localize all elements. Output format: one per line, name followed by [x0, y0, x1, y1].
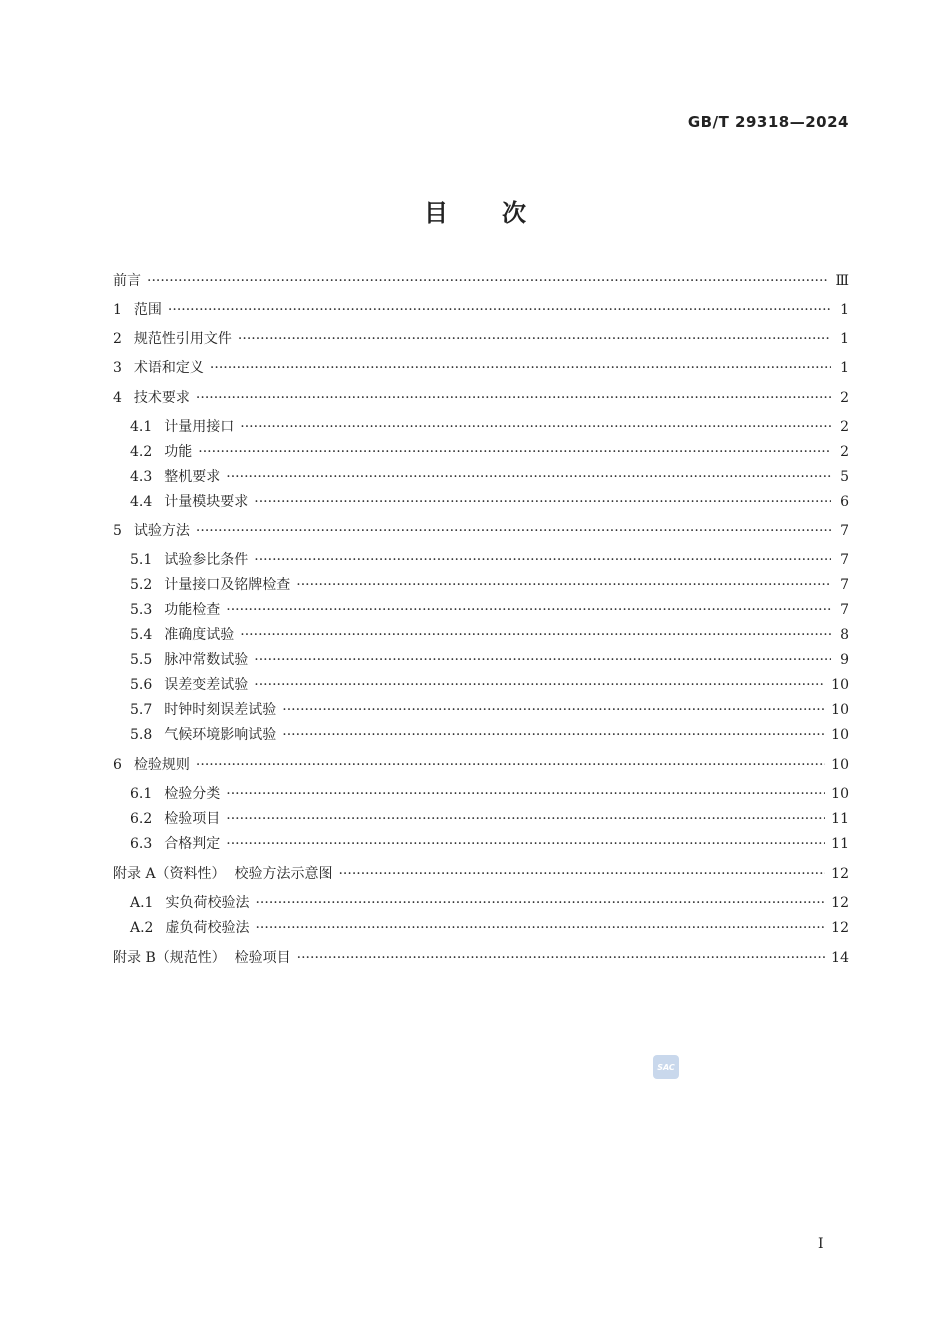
toc-entry-page: 12	[831, 895, 849, 911]
toc-entry-page: 2	[840, 390, 849, 406]
toc-leader-dots	[254, 649, 831, 671]
toc-leader-dots	[296, 574, 831, 596]
toc-leader-dots	[168, 299, 831, 321]
toc-leader-dots	[196, 754, 825, 776]
toc-entry	[113, 947, 849, 969]
toc-entry-page: Ⅲ	[835, 273, 849, 289]
toc-entry	[130, 549, 849, 571]
toc-entry-number: 4.1	[130, 419, 153, 435]
toc-entry-page: 2	[840, 419, 849, 435]
toc-entry-page: 10	[831, 727, 849, 743]
toc-entry	[130, 574, 849, 596]
toc-entry-title: 试验方法	[133, 523, 190, 539]
toc-entry	[130, 674, 849, 696]
toc-leader-dots	[147, 270, 829, 292]
toc-entry-title: 计量接口及铭牌检查	[164, 577, 291, 593]
toc-entry	[130, 416, 849, 438]
toc-entry	[130, 833, 849, 855]
toc-leader-dots	[226, 808, 825, 830]
toc-entry-page: 7	[840, 523, 849, 539]
toc-entry-title: 功能检查	[164, 602, 221, 618]
toc-entry	[130, 808, 849, 830]
toc-entry-number: 5.8	[130, 727, 153, 743]
toc-entry-number: 5.3	[130, 602, 153, 618]
toc-entry-title: 检验规则	[133, 757, 190, 773]
standard-code: GB/T 29318—2024	[687, 113, 849, 131]
toc-entry-page: 5	[840, 469, 849, 485]
toc-entry-title: 合格判定	[164, 836, 221, 852]
toc-leader-dots	[282, 724, 825, 746]
toc-leader-dots	[198, 441, 831, 463]
toc-entry-page: 10	[831, 757, 849, 773]
toc-entry-title: 附录 A（资料性） 校验方法示意图	[113, 866, 333, 882]
toc-leader-dots	[240, 624, 831, 646]
toc-entry	[130, 724, 849, 746]
toc-entry-number: 5.4	[130, 627, 153, 643]
toc-entry-number: 5.7	[130, 702, 153, 718]
toc-entry-title: 试验参比条件	[164, 552, 249, 568]
toc-entry-title: 计量模块要求	[164, 494, 249, 510]
toc-leader-dots	[297, 947, 826, 969]
toc-entry	[130, 699, 849, 721]
toc-entry	[113, 387, 849, 409]
toc-entry	[130, 649, 849, 671]
toc-entry-page: 1	[840, 360, 849, 376]
toc-entry	[130, 491, 849, 513]
page-number: I	[818, 1236, 824, 1252]
toc-entry-number: A.2	[130, 920, 154, 936]
toc-entry-page: 6	[840, 494, 849, 510]
toc-entry-page: 9	[840, 652, 849, 668]
toc-entry	[130, 624, 849, 646]
toc-leader-dots	[226, 833, 825, 855]
toc-entry-title: 脉冲常数试验	[164, 652, 249, 668]
toc-entry-number: 5.1	[130, 552, 153, 568]
toc-entry	[113, 357, 849, 379]
toc-entry-page: 10	[831, 786, 849, 802]
toc-leader-dots	[254, 549, 831, 571]
toc-entry-number: 3	[113, 360, 122, 376]
toc-entry-page: 7	[840, 602, 849, 618]
toc-entry-number: 6.3	[130, 836, 153, 852]
sac-watermark-logo: SAC	[653, 1055, 679, 1079]
toc-leader-dots	[226, 783, 825, 805]
page-title: 目次	[424, 199, 580, 227]
toc-entry-page: 1	[840, 302, 849, 318]
toc-entry-number: 6	[113, 757, 122, 773]
toc-entry-page: 11	[831, 811, 849, 827]
toc-entry	[130, 441, 849, 463]
toc-entry-page: 11	[831, 836, 849, 852]
toc-leader-dots	[226, 466, 831, 488]
toc-entry-number: 4.4	[130, 494, 153, 510]
toc-entry-page: 10	[831, 702, 849, 718]
toc-entry-title: 规范性引用文件	[133, 331, 232, 347]
toc-entry-number: 4	[113, 390, 122, 406]
toc-entry-page: 7	[840, 552, 849, 568]
toc-entry-title: 技术要求	[133, 390, 190, 406]
toc-entry-title: 检验项目	[164, 811, 221, 827]
toc-entry-title: 范围	[133, 302, 162, 318]
toc-entry-page: 7	[840, 577, 849, 593]
toc-leader-dots	[282, 699, 825, 721]
toc-entry-number: 2	[113, 331, 122, 347]
toc-leader-dots	[196, 520, 831, 542]
toc-entry-page: 2	[840, 444, 849, 460]
toc-entry-page: 8	[840, 627, 849, 643]
toc-entry	[113, 754, 849, 776]
toc-leader-dots	[338, 863, 825, 885]
toc-entry-title: 虚负荷校验法	[165, 920, 250, 936]
toc-leader-dots	[254, 674, 825, 696]
toc-leader-dots	[255, 917, 825, 939]
toc-entry-number: 1	[113, 302, 122, 318]
toc-leader-dots	[238, 328, 831, 350]
toc-entry-page: 14	[831, 950, 849, 966]
toc-entry-number: 5.5	[130, 652, 153, 668]
toc-entry	[113, 520, 849, 542]
toc-entry-title: 实负荷校验法	[165, 895, 250, 911]
toc-entry	[130, 917, 849, 939]
toc-leader-dots	[226, 599, 831, 621]
toc-entry-number: 4.3	[130, 469, 153, 485]
toc-entry-title: 术语和定义	[133, 360, 204, 376]
toc-leader-dots	[210, 357, 831, 379]
toc-entry-title: 整机要求	[164, 469, 221, 485]
toc-entry-title: 准确度试验	[164, 627, 235, 643]
toc-entry-number: 4.2	[130, 444, 153, 460]
toc-entry-title: 时钟时刻误差试验	[164, 702, 277, 718]
toc-entry-title: 功能	[164, 444, 193, 460]
toc-entry-title: 前言	[113, 273, 141, 289]
toc-leader-dots	[255, 892, 825, 914]
toc-leader-dots	[254, 491, 831, 513]
toc-entry	[113, 299, 849, 321]
toc-entry-title: 气候环境影响试验	[164, 727, 277, 743]
toc-leader-dots	[196, 387, 831, 409]
toc-entry-page: 12	[831, 866, 849, 882]
toc-entry	[130, 892, 849, 914]
toc-entry-page: 1	[840, 331, 849, 347]
toc-leader-dots	[240, 416, 831, 438]
toc-entry-title: 计量用接口	[164, 419, 235, 435]
toc-entry-number: 5	[113, 523, 122, 539]
toc-entry	[130, 599, 849, 621]
toc-entry-title: 误差变差试验	[164, 677, 249, 693]
toc-entry-number: 5.2	[130, 577, 153, 593]
toc-entry-number: 6.2	[130, 811, 153, 827]
toc-entry	[113, 863, 849, 885]
toc-entry-title: 附录 B（规范性） 检验项目	[113, 950, 291, 966]
toc-entry	[130, 783, 849, 805]
toc-entry	[113, 270, 849, 292]
toc-entry-title: 检验分类	[164, 786, 221, 802]
toc-entry-number: 6.1	[130, 786, 153, 802]
toc-entry-page: 10	[831, 677, 849, 693]
toc-entry	[113, 328, 849, 350]
toc-entry-page: 12	[831, 920, 849, 936]
toc-entry-number: 5.6	[130, 677, 153, 693]
toc-entry-number: A.1	[130, 895, 154, 911]
toc-entry	[130, 466, 849, 488]
